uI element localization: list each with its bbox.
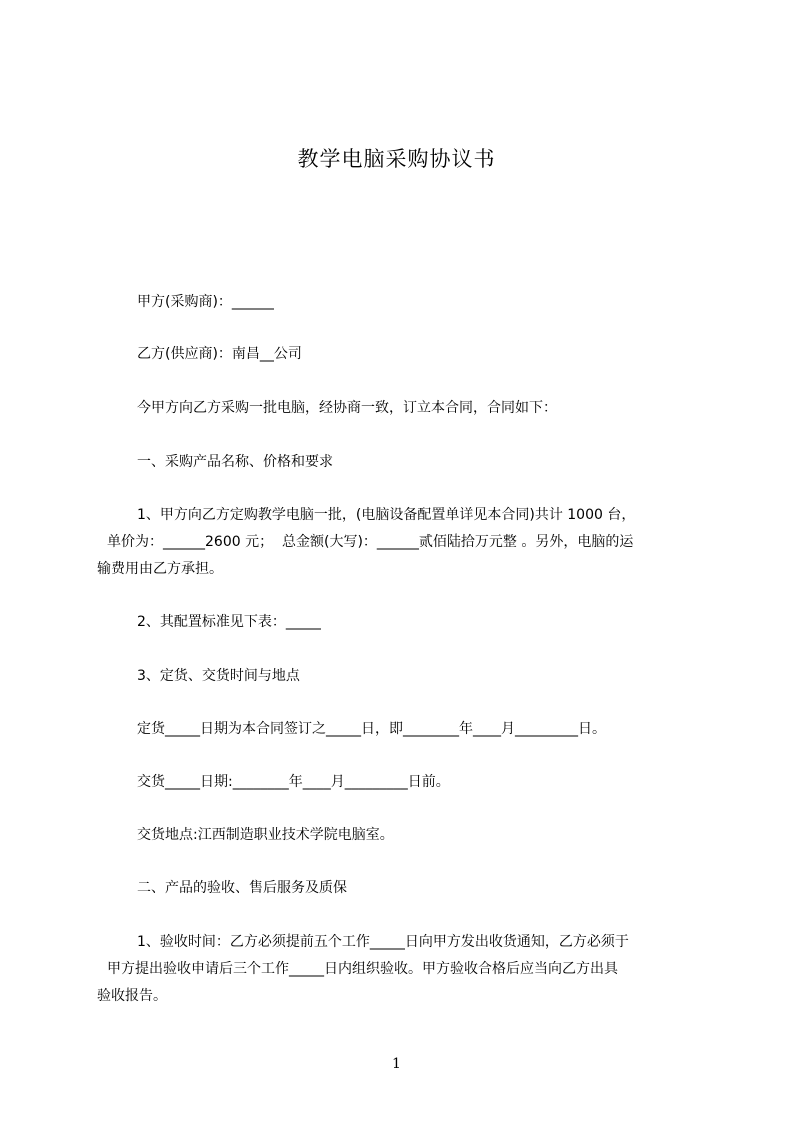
acceptance-line-2: 甲方提出验收申请后三个工作_____日内组织验收。甲方验收合格后应当向乙方出具 — [107, 961, 618, 977]
delivery-date-line: 交货_____日期:________年____月_________日前。 — [137, 774, 450, 790]
section-2-heading: 二、产品的验收、售后服务及质保 — [137, 880, 347, 896]
item-1-line-2: 单价为：______2600 元； 总金额(大写)：______贰佰陆拾万元整 。另外，电脑的运 — [107, 534, 634, 550]
delivery-place-line: 交货地点:江西制造职业技术学院电脑室。 — [137, 827, 394, 843]
party-a-line: 甲方(采购商)：______ — [137, 294, 274, 310]
item-1-line-3: 输费用由乙方承担。 — [97, 561, 223, 577]
acceptance-line-3: 验收报告。 — [97, 988, 167, 1004]
item-2-line: 2、其配置标准见下表：_____ — [137, 614, 321, 630]
order-date-line: 定货_____日期为本合同签订之_____日，即________年____月_________日。 — [137, 721, 606, 737]
document-title: 教学电脑采购协议书 — [297, 147, 496, 171]
section-1-heading: 一、采购产品名称、价格和要求 — [137, 454, 333, 470]
preamble-paragraph: 今甲方向乙方采购一批电脑，经协商一致，订立本合同，合同如下： — [137, 400, 557, 416]
page-number: 1 — [392, 1056, 401, 1072]
item-1-line-1: 1、甲方向乙方定购教学电脑一批，(电脑设备配置单详见本合同)共计 1000 台， — [137, 507, 636, 523]
acceptance-line-1: 1、验收时间：乙方必须提前五个工作_____日向甲方发出收货通知，乙方必须于 — [137, 934, 629, 950]
item-3-heading: 3、定货、交货时间与地点 — [137, 668, 300, 684]
party-b-line: 乙方(供应商)：南昌__公司 — [137, 346, 302, 362]
